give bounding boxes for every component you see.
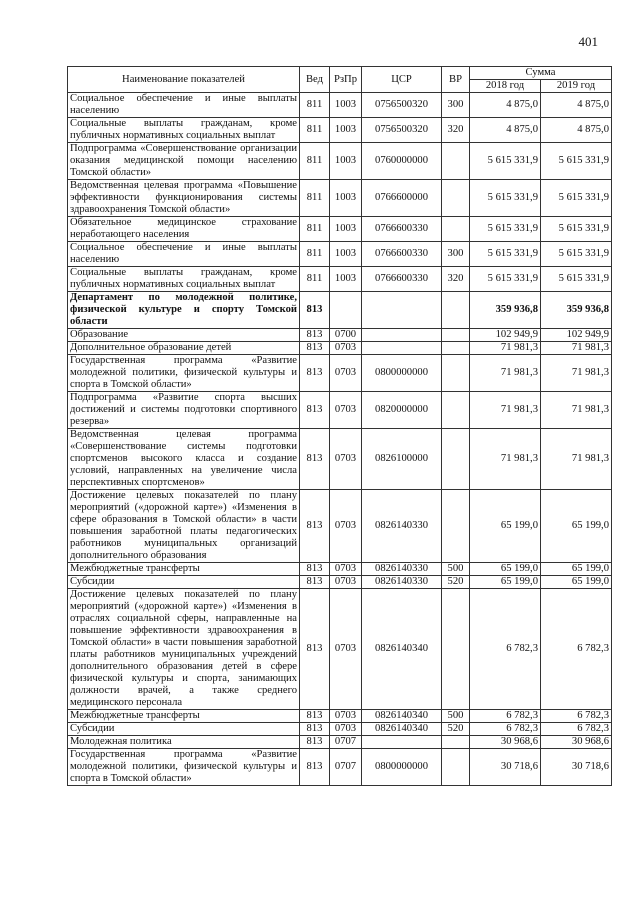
cell-2018: 4 875,0 xyxy=(470,93,541,118)
cell-name: Обязательное медицинское страхование неработающего населения xyxy=(68,217,300,242)
cell-rzpr: 1003 xyxy=(330,217,362,242)
cell-csr xyxy=(362,736,442,749)
cell-2019: 71 981,3 xyxy=(541,429,612,490)
cell-rzpr: 0703 xyxy=(330,392,362,429)
cell-rzpr: 0703 xyxy=(330,723,362,736)
cell-name: Государственная программа «Развитие молодежной политики, физической культуры и спорта в Томской области» xyxy=(68,355,300,392)
table-row xyxy=(68,93,612,118)
cell-ved: 813 xyxy=(300,355,330,392)
cell-name: Достижение целевых показателей по плану мероприятий («дорожной карте») «Изменения в отраслях социальной сферы, направленные на повышение эффективности здравоохранения в Томской области» в части повышения заработной платы работников муниципальных учреждений дополнительного образования детей в сфере физической культуры и спорта, занимающих должности врачей, а также среднего медицинского персонала xyxy=(68,589,300,710)
cell-rzpr: 0703 xyxy=(330,342,362,355)
cell-2018: 5 615 331,9 xyxy=(470,180,541,217)
cell-2018: 5 615 331,9 xyxy=(470,267,541,292)
cell-vr xyxy=(442,355,470,392)
table-row xyxy=(68,292,612,329)
cell-ved: 811 xyxy=(300,242,330,267)
cell-2019: 5 615 331,9 xyxy=(541,217,612,242)
cell-2018: 6 782,3 xyxy=(470,710,541,723)
cell-rzpr xyxy=(330,292,362,329)
cell-rzpr: 0703 xyxy=(330,710,362,723)
cell-name: Межбюджетные трансферты xyxy=(68,563,300,576)
cell-2019: 71 981,3 xyxy=(541,392,612,429)
cell-name: Социальное обеспечение и иные выплаты населению xyxy=(68,242,300,267)
cell-vr: 520 xyxy=(442,576,470,589)
cell-rzpr: 1003 xyxy=(330,118,362,143)
cell-ved: 813 xyxy=(300,563,330,576)
cell-name: Молодежная политика xyxy=(68,736,300,749)
cell-csr: 0766600000 xyxy=(362,180,442,217)
cell-rzpr: 1003 xyxy=(330,93,362,118)
budget-table xyxy=(67,66,612,786)
cell-vr: 320 xyxy=(442,267,470,292)
table-row xyxy=(68,563,612,576)
cell-2018: 6 782,3 xyxy=(470,723,541,736)
cell-ved: 813 xyxy=(300,329,330,342)
cell-2019: 71 981,3 xyxy=(541,342,612,355)
table-row xyxy=(68,392,612,429)
cell-ved: 813 xyxy=(300,723,330,736)
cell-2019: 4 875,0 xyxy=(541,118,612,143)
cell-name: Ведомственная целевая программа «Совершенствование системы подготовки спортсменов высокого класса и создание условий, направленных на увеличение числа перспективных спортсменов» xyxy=(68,429,300,490)
header-sum: Сумма xyxy=(470,67,612,80)
cell-ved: 813 xyxy=(300,736,330,749)
cell-name: Социальные выплаты гражданам, кроме публичных нормативных социальных выплат xyxy=(68,267,300,292)
cell-2019: 5 615 331,9 xyxy=(541,267,612,292)
header-vr: ВР xyxy=(442,67,470,93)
cell-vr xyxy=(442,490,470,563)
cell-csr: 0820000000 xyxy=(362,392,442,429)
cell-ved: 813 xyxy=(300,392,330,429)
cell-csr: 0766600330 xyxy=(362,242,442,267)
cell-2019: 5 615 331,9 xyxy=(541,242,612,267)
table-row xyxy=(68,180,612,217)
cell-2019: 4 875,0 xyxy=(541,93,612,118)
cell-vr: 500 xyxy=(442,563,470,576)
cell-2019: 30 968,6 xyxy=(541,736,612,749)
cell-2018: 5 615 331,9 xyxy=(470,242,541,267)
cell-vr xyxy=(442,749,470,786)
cell-name: Субсидии xyxy=(68,723,300,736)
cell-csr: 0826100000 xyxy=(362,429,442,490)
cell-name: Образование xyxy=(68,329,300,342)
cell-vr xyxy=(442,329,470,342)
cell-2018: 71 981,3 xyxy=(470,429,541,490)
cell-name: Социальное обеспечение и иные выплаты населению xyxy=(68,93,300,118)
cell-vr: 300 xyxy=(442,242,470,267)
cell-2019: 5 615 331,9 xyxy=(541,143,612,180)
page-number: 401 xyxy=(578,34,598,49)
cell-2018: 359 936,8 xyxy=(470,292,541,329)
cell-2019: 6 782,3 xyxy=(541,723,612,736)
table-row xyxy=(68,576,612,589)
cell-2019: 102 949,9 xyxy=(541,329,612,342)
cell-2019: 6 782,3 xyxy=(541,589,612,710)
cell-2018: 71 981,3 xyxy=(470,355,541,392)
cell-2019: 65 199,0 xyxy=(541,563,612,576)
cell-name: Департамент по молодежной политике, физической культуре и спорту Томской области xyxy=(68,292,300,329)
cell-name: Социальные выплаты гражданам, кроме публичных нормативных социальных выплат xyxy=(68,118,300,143)
cell-rzpr: 0707 xyxy=(330,749,362,786)
cell-ved: 813 xyxy=(300,749,330,786)
cell-vr: 520 xyxy=(442,723,470,736)
cell-2018: 65 199,0 xyxy=(470,490,541,563)
cell-2018: 65 199,0 xyxy=(470,563,541,576)
header-ved: Вед xyxy=(300,67,330,93)
cell-2018: 65 199,0 xyxy=(470,576,541,589)
table-row xyxy=(68,342,612,355)
cell-csr: 0756500320 xyxy=(362,118,442,143)
cell-name: Подпрограмма «Развитие спорта высших достижений и системы подготовки спортивного резерва» xyxy=(68,392,300,429)
cell-rzpr: 0703 xyxy=(330,429,362,490)
cell-name: Достижение целевых показателей по плану мероприятий («дорожной карте») «Изменения в сфере образования в Томской области» в части повышения заработной платы педагогических работников муниципальных организаций дополнительного образования xyxy=(68,490,300,563)
cell-2018: 6 782,3 xyxy=(470,589,541,710)
cell-vr: 500 xyxy=(442,710,470,723)
header-rzpr: РзПр xyxy=(330,67,362,93)
cell-vr: 320 xyxy=(442,118,470,143)
table-row xyxy=(68,118,612,143)
cell-name: Государственная программа «Развитие молодежной политики, физической культуры и спорта в Томской области» xyxy=(68,749,300,786)
table-row xyxy=(68,490,612,563)
cell-ved: 811 xyxy=(300,93,330,118)
cell-rzpr: 1003 xyxy=(330,143,362,180)
cell-vr xyxy=(442,342,470,355)
cell-csr xyxy=(362,342,442,355)
cell-2018: 102 949,9 xyxy=(470,329,541,342)
cell-csr: 0826140340 xyxy=(362,710,442,723)
cell-ved: 811 xyxy=(300,217,330,242)
cell-2018: 71 981,3 xyxy=(470,392,541,429)
cell-csr: 0756500320 xyxy=(362,93,442,118)
cell-2019: 65 199,0 xyxy=(541,576,612,589)
cell-rzpr: 0707 xyxy=(330,736,362,749)
cell-ved: 811 xyxy=(300,143,330,180)
cell-2019: 6 782,3 xyxy=(541,710,612,723)
table-row xyxy=(68,355,612,392)
cell-vr xyxy=(442,392,470,429)
cell-rzpr: 0703 xyxy=(330,490,362,563)
cell-csr: 0826140340 xyxy=(362,723,442,736)
cell-csr xyxy=(362,292,442,329)
cell-vr xyxy=(442,736,470,749)
cell-vr xyxy=(442,429,470,490)
cell-rzpr: 1003 xyxy=(330,180,362,217)
table-row xyxy=(68,723,612,736)
cell-rzpr: 1003 xyxy=(330,242,362,267)
cell-vr xyxy=(442,180,470,217)
cell-ved: 813 xyxy=(300,576,330,589)
cell-rzpr: 0703 xyxy=(330,576,362,589)
cell-vr xyxy=(442,217,470,242)
cell-ved: 813 xyxy=(300,342,330,355)
header-2018: 2018 год xyxy=(470,80,541,93)
cell-csr: 0826140330 xyxy=(362,563,442,576)
table-row xyxy=(68,749,612,786)
cell-2019: 71 981,3 xyxy=(541,355,612,392)
cell-2019: 5 615 331,9 xyxy=(541,180,612,217)
cell-2018: 71 981,3 xyxy=(470,342,541,355)
cell-csr: 0800000000 xyxy=(362,355,442,392)
cell-ved: 813 xyxy=(300,710,330,723)
cell-vr: 300 xyxy=(442,93,470,118)
cell-ved: 811 xyxy=(300,267,330,292)
cell-name: Дополнительное образование детей xyxy=(68,342,300,355)
cell-2019: 30 718,6 xyxy=(541,749,612,786)
cell-rzpr: 0703 xyxy=(330,355,362,392)
header-2019: 2019 год xyxy=(541,80,612,93)
table-row xyxy=(68,217,612,242)
table-row xyxy=(68,143,612,180)
cell-ved: 811 xyxy=(300,118,330,143)
cell-ved: 811 xyxy=(300,180,330,217)
cell-name: Подпрограмма «Совершенствование организации оказания медицинской помощи населению Томской области» xyxy=(68,143,300,180)
table-row xyxy=(68,429,612,490)
cell-csr: 0826140340 xyxy=(362,589,442,710)
cell-2018: 4 875,0 xyxy=(470,118,541,143)
cell-csr xyxy=(362,329,442,342)
cell-ved: 813 xyxy=(300,429,330,490)
cell-2018: 30 968,6 xyxy=(470,736,541,749)
cell-rzpr: 1003 xyxy=(330,267,362,292)
cell-ved: 813 xyxy=(300,292,330,329)
header-name: Наименование показателей xyxy=(68,67,300,93)
cell-ved: 813 xyxy=(300,490,330,563)
cell-rzpr: 0700 xyxy=(330,329,362,342)
cell-name: Субсидии xyxy=(68,576,300,589)
cell-csr: 0826140330 xyxy=(362,576,442,589)
cell-2018: 5 615 331,9 xyxy=(470,217,541,242)
cell-name: Межбюджетные трансферты xyxy=(68,710,300,723)
cell-2018: 30 718,6 xyxy=(470,749,541,786)
cell-vr xyxy=(442,589,470,710)
table-row xyxy=(68,329,612,342)
cell-2018: 5 615 331,9 xyxy=(470,143,541,180)
cell-csr: 0766600330 xyxy=(362,217,442,242)
cell-csr: 0800000000 xyxy=(362,749,442,786)
table-row xyxy=(68,736,612,749)
table-row xyxy=(68,589,612,710)
cell-csr: 0760000000 xyxy=(362,143,442,180)
cell-ved: 813 xyxy=(300,589,330,710)
cell-vr xyxy=(442,292,470,329)
cell-csr: 0826140330 xyxy=(362,490,442,563)
table-row xyxy=(68,267,612,292)
cell-2019: 359 936,8 xyxy=(541,292,612,329)
header-csr: ЦСР xyxy=(362,67,442,93)
cell-rzpr: 0703 xyxy=(330,563,362,576)
cell-vr xyxy=(442,143,470,180)
cell-name: Ведомственная целевая программа «Повышение эффективности функционирования системы здравоохранения Томской области» xyxy=(68,180,300,217)
table-row xyxy=(68,710,612,723)
cell-2019: 65 199,0 xyxy=(541,490,612,563)
table-row xyxy=(68,242,612,267)
cell-rzpr: 0703 xyxy=(330,589,362,710)
cell-csr: 0766600330 xyxy=(362,267,442,292)
